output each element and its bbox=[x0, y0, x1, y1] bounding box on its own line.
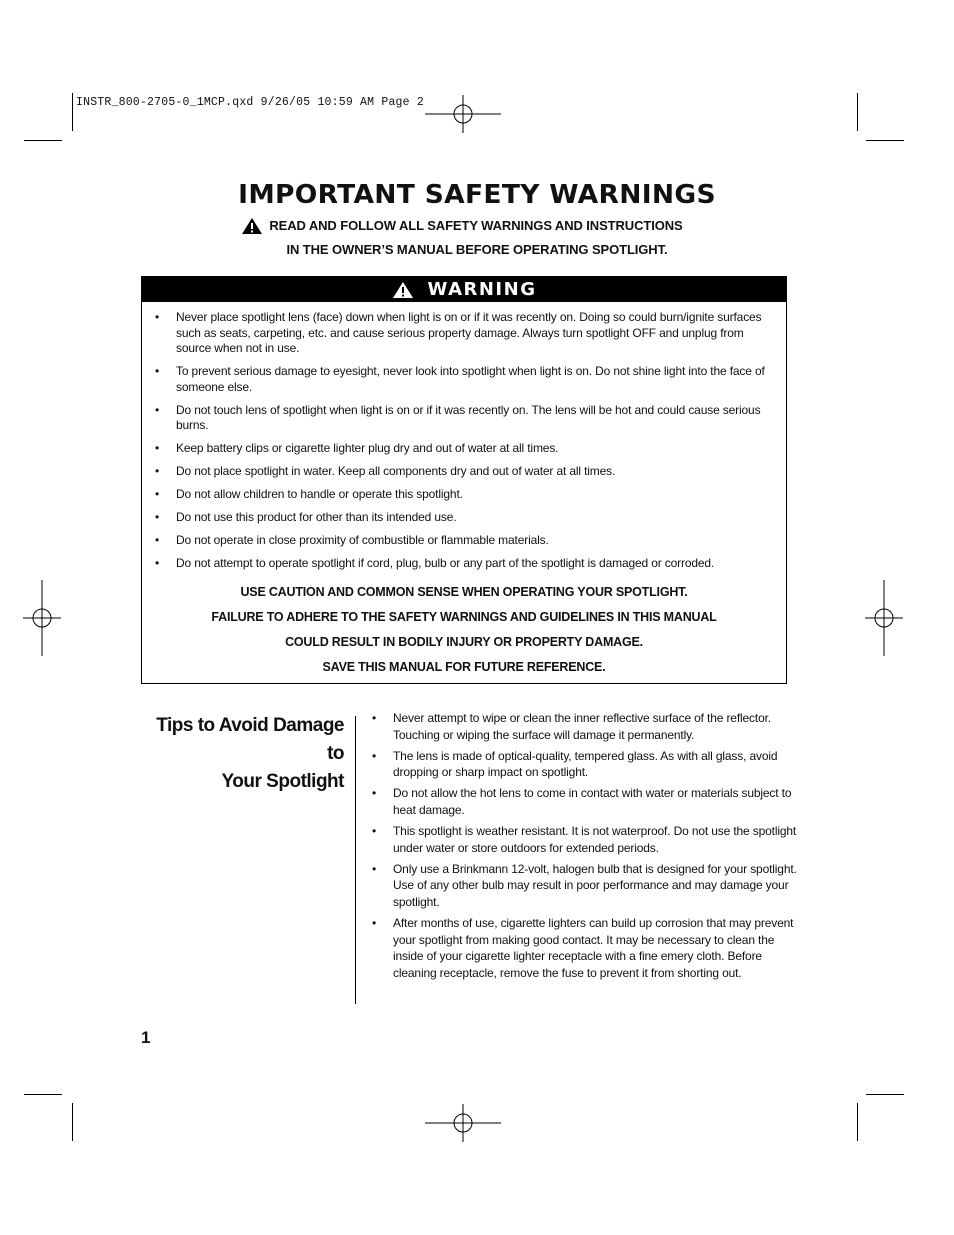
list-item: • Do not operate in close proximity of combustible or flammable materials. bbox=[176, 533, 768, 549]
warning-header bbox=[142, 277, 786, 302]
tips-heading-line-1: Tips to Avoid Damage to bbox=[156, 715, 344, 764]
subtitle-text-1: READ AND FOLLOW ALL SAFETY WARNINGS AND INSTRUCTIONS bbox=[269, 218, 683, 233]
list-item: • Do not allow children to handle or operate this spotlight. bbox=[176, 487, 768, 503]
list-item: • Never place spotlight lens (face) down when light is on or if it was recently on. Doing so could burn/ignite surfaces such as seats, carpeting, etc. and cause serious property damage. Always turn spotlight OFF and unplug from source when not in use. bbox=[176, 310, 768, 357]
tips-heading-line-2: Your Spotlight bbox=[221, 771, 344, 792]
list-item: • To prevent serious damage to eyesight, never look into spotlight when light is on. Do not shine light into the face of someone else. bbox=[176, 364, 768, 395]
list-item: • Never attempt to wipe or clean the inner reflective surface of the reflector. Touching or wiping the surface will damage it permanently. bbox=[393, 710, 805, 743]
caution-line: SAVE THIS MANUAL FOR FUTURE REFERENCE. bbox=[322, 659, 606, 674]
crop-mark bbox=[857, 1103, 858, 1141]
registration-mark-icon bbox=[425, 1104, 501, 1142]
subtitle bbox=[0, 216, 954, 259]
crop-mark bbox=[24, 1094, 62, 1095]
list-item: • After months of use, cigarette lighters can build up corrosion that may prevent your spotlight from making good contact. It may be necessary to clean the inside of your cigarette lighter receptacle with a fine emery cloth. Before cleaning receptacle, remove the fuse to prevent it from shorting out. bbox=[393, 915, 805, 981]
list-item: • Do not attempt to operate spotlight if cord, plug, bulb or any part of the spotlight is damaged or corroded. bbox=[176, 556, 768, 572]
divider bbox=[355, 716, 356, 1004]
caution-line: FAILURE TO ADHERE TO THE SAFETY WARNINGS AND GUIDELINES IN THIS MANUAL bbox=[211, 609, 717, 624]
registration-mark-icon bbox=[865, 580, 903, 656]
subtitle-line-1 bbox=[241, 216, 682, 235]
crop-mark bbox=[857, 93, 858, 131]
warning-box bbox=[141, 276, 787, 684]
page-title: IMPORTANT SAFETY WARNINGS bbox=[238, 180, 716, 210]
registration-mark-icon bbox=[23, 580, 61, 656]
crop-mark bbox=[866, 1094, 904, 1095]
crop-mark bbox=[72, 1103, 73, 1141]
crop-mark bbox=[866, 140, 904, 141]
tips-heading bbox=[140, 712, 344, 796]
warning-triangle-icon bbox=[241, 217, 263, 235]
subtitle-line-2: IN THE OWNER’S MANUAL BEFORE OPERATING SPOTLIGHT. bbox=[286, 241, 668, 257]
caution-block bbox=[142, 580, 786, 680]
page-number: 1 bbox=[141, 1028, 151, 1047]
warning-list bbox=[142, 302, 786, 572]
crop-mark bbox=[24, 140, 62, 141]
list-item: • Do not use this product for other than its intended use. bbox=[176, 510, 768, 526]
list-item: • The lens is made of optical-quality, tempered glass. As with all glass, avoid dropping or sharp impact on spotlight. bbox=[393, 748, 805, 781]
list-item: • Do not place spotlight in water. Keep all components dry and out of water at all times. bbox=[176, 464, 768, 480]
list-item: • This spotlight is weather resistant. It is not waterproof. Do not use the spotlight under water or store outdoors for extended periods. bbox=[393, 823, 805, 856]
warning-triangle-icon bbox=[392, 281, 414, 299]
slug-line: INSTR_800-2705-0_1MCP.qxd 9/26/05 10:59 AM Page 2 bbox=[76, 96, 424, 109]
caution-line: COULD RESULT IN BODILY INJURY OR PROPERTY DAMAGE. bbox=[285, 634, 643, 649]
crop-mark bbox=[72, 93, 73, 131]
caution-line: USE CAUTION AND COMMON SENSE WHEN OPERATING YOUR SPOTLIGHT. bbox=[240, 584, 688, 599]
list-item: • Do not allow the hot lens to come in contact with water or materials subject to heat damage. bbox=[393, 785, 805, 818]
list-item: • Keep battery clips or cigarette lighter plug dry and out of water at all times. bbox=[176, 441, 768, 457]
warning-heading: WARNING bbox=[427, 279, 537, 300]
registration-mark-icon bbox=[425, 95, 501, 133]
list-item: • Do not touch lens of spotlight when light is on or if it was recently on. The lens will be hot and could cause serious burns. bbox=[176, 403, 768, 434]
list-item: • Only use a Brinkmann 12-volt, halogen bulb that is designed for your spotlight. Use of any other bulb may result in poor performance and may damage your spotlight. bbox=[393, 861, 805, 911]
tips-list bbox=[372, 710, 805, 986]
